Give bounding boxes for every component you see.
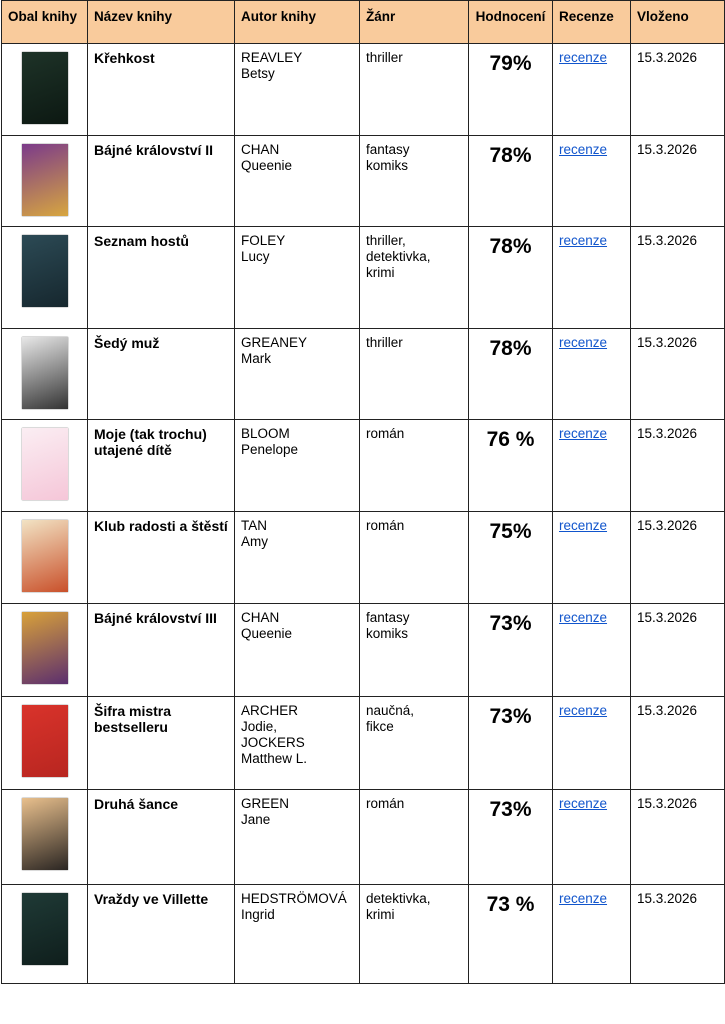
book-cover-image: [22, 705, 68, 777]
table-row: [2, 329, 725, 420]
author-line: FOLEY: [241, 233, 286, 248]
author-line: REAVLEY: [241, 50, 303, 65]
review-link[interactable]: recenze: [559, 703, 608, 718]
author-line: Jane: [241, 812, 271, 827]
author-cell: [235, 44, 360, 136]
rating: 78%: [469, 227, 553, 329]
author-cell: [235, 329, 360, 420]
table-row: [2, 790, 725, 885]
genre-line: detektivka,: [366, 891, 431, 906]
column-header: Žánr: [360, 1, 469, 44]
book-title: Moje (tak trochu) utajené dítě: [88, 420, 235, 512]
date-added: 15.3.2026: [631, 44, 725, 136]
cover-cell: [2, 790, 88, 885]
author-line: Lucy: [241, 249, 270, 264]
genre-line: naučná,: [366, 703, 415, 718]
book-title: Bájné království II: [88, 136, 235, 227]
author-cell: [235, 885, 360, 984]
genre-cell: [360, 136, 469, 227]
genre-cell: [360, 604, 469, 697]
genre-line: román: [366, 426, 405, 441]
date-added: 15.3.2026: [631, 885, 725, 984]
review-link[interactable]: recenze: [559, 233, 608, 248]
rating: 76 %: [469, 420, 553, 512]
review-cell: [553, 790, 631, 885]
cover-cell: [2, 604, 88, 697]
author-line: GREANEY: [241, 335, 308, 350]
genre-cell: [360, 697, 469, 790]
genre-cell: [360, 790, 469, 885]
review-link[interactable]: recenze: [559, 426, 608, 441]
table-row: [2, 136, 725, 227]
review-cell: [553, 697, 631, 790]
genre-line: román: [366, 518, 405, 533]
cover-cell: [2, 136, 88, 227]
column-header: Recenze: [553, 1, 631, 44]
books-table: [1, 0, 725, 984]
book-cover-image: [22, 235, 68, 307]
cover-cell: [2, 885, 88, 984]
rating: 78%: [469, 136, 553, 227]
date-added: 15.3.2026: [631, 136, 725, 227]
column-header: Autor knihy: [235, 1, 360, 44]
rating: 79%: [469, 44, 553, 136]
genre-line: komiks: [366, 158, 409, 173]
book-title: Klub radosti a štěstí: [88, 512, 235, 604]
rating: 75%: [469, 512, 553, 604]
rating: 73%: [469, 697, 553, 790]
date-added: 15.3.2026: [631, 227, 725, 329]
column-header: Hodnocení: [469, 1, 553, 44]
author-cell: [235, 227, 360, 329]
author-cell: [235, 136, 360, 227]
review-cell: [553, 885, 631, 984]
genre-line: fantasy: [366, 142, 410, 157]
genre-line: thriller,: [366, 233, 406, 248]
author-cell: [235, 697, 360, 790]
author-cell: [235, 604, 360, 697]
author-line: Betsy: [241, 66, 275, 81]
genre-line: detektivka,: [366, 249, 431, 264]
cover-cell: [2, 329, 88, 420]
genre-cell: [360, 512, 469, 604]
rating: 73 %: [469, 885, 553, 984]
book-cover-image: [22, 52, 68, 124]
review-cell: [553, 420, 631, 512]
table-row: [2, 604, 725, 697]
genre-line: román: [366, 796, 405, 811]
author-line: CHAN: [241, 142, 280, 157]
author-line: Penelope: [241, 442, 299, 457]
book-title: Bájné království III: [88, 604, 235, 697]
book-cover-image: [22, 612, 68, 684]
table-row: [2, 420, 725, 512]
review-link[interactable]: recenze: [559, 891, 608, 906]
author-line: CHAN: [241, 610, 280, 625]
date-added: 15.3.2026: [631, 329, 725, 420]
genre-line: thriller: [366, 335, 403, 350]
book-title: Šifra mistra bestselleru: [88, 697, 235, 790]
review-link[interactable]: recenze: [559, 142, 608, 157]
table-row: [2, 885, 725, 984]
book-title: Šedý muž: [88, 329, 235, 420]
author-line: BLOOM: [241, 426, 290, 441]
review-link[interactable]: recenze: [559, 50, 608, 65]
book-title: Vraždy ve Villette: [88, 885, 235, 984]
book-cover-image: [22, 520, 68, 592]
column-header: Název knihy: [88, 1, 235, 44]
review-cell: [553, 329, 631, 420]
author-line: TAN: [241, 518, 267, 533]
rating: 78%: [469, 329, 553, 420]
genre-line: thriller: [366, 50, 403, 65]
rating: 73%: [469, 790, 553, 885]
table-row: [2, 512, 725, 604]
genre-line: fantasy: [366, 610, 410, 625]
genre-line: fikce: [366, 719, 394, 734]
author-line: Jodie,: [241, 719, 278, 734]
author-cell: [235, 512, 360, 604]
book-title: Seznam hostů: [88, 227, 235, 329]
review-cell: [553, 44, 631, 136]
book-cover-image: [22, 428, 68, 500]
column-header: Obal knihy: [2, 1, 88, 44]
author-line: Ingrid: [241, 907, 275, 922]
review-cell: [553, 512, 631, 604]
date-added: 15.3.2026: [631, 790, 725, 885]
book-title: Druhá šance: [88, 790, 235, 885]
column-header: Vloženo: [631, 1, 725, 44]
author-line: GREEN: [241, 796, 290, 811]
book-title: Křehkost: [88, 44, 235, 136]
cover-cell: [2, 512, 88, 604]
table-row: [2, 227, 725, 329]
book-cover-image: [22, 144, 68, 216]
genre-line: krimi: [366, 265, 395, 280]
rating: 73%: [469, 604, 553, 697]
genre-cell: [360, 329, 469, 420]
review-link[interactable]: recenze: [559, 335, 608, 350]
book-cover-image: [22, 337, 68, 409]
author-line: Amy: [241, 534, 268, 549]
genre-line: krimi: [366, 907, 395, 922]
author-cell: [235, 790, 360, 885]
genre-cell: [360, 885, 469, 984]
author-line: Queenie: [241, 158, 293, 173]
genre-cell: [360, 420, 469, 512]
date-added: 15.3.2026: [631, 604, 725, 697]
author-line: HEDSTRÖMOVÁ: [241, 891, 347, 906]
review-cell: [553, 227, 631, 329]
author-line: Mark: [241, 351, 271, 366]
date-added: 15.3.2026: [631, 697, 725, 790]
date-added: 15.3.2026: [631, 512, 725, 604]
cover-cell: [2, 420, 88, 512]
cover-cell: [2, 227, 88, 329]
review-cell: [553, 136, 631, 227]
genre-cell: [360, 44, 469, 136]
review-cell: [553, 604, 631, 697]
author-line: JOCKERS: [241, 735, 305, 750]
book-cover-image: [22, 798, 68, 870]
review-link[interactable]: recenze: [559, 610, 608, 625]
date-added: 15.3.2026: [631, 420, 725, 512]
genre-cell: [360, 227, 469, 329]
author-cell: [235, 420, 360, 512]
review-link[interactable]: recenze: [559, 518, 608, 533]
author-line: ARCHER: [241, 703, 299, 718]
genre-line: komiks: [366, 626, 409, 641]
header-row: [2, 1, 725, 44]
cover-cell: [2, 697, 88, 790]
table-row: [2, 44, 725, 136]
cover-cell: [2, 44, 88, 136]
review-link[interactable]: recenze: [559, 796, 608, 811]
author-line: Matthew L.: [241, 751, 308, 766]
book-cover-image: [22, 893, 68, 965]
author-line: Queenie: [241, 626, 293, 641]
table-row: [2, 697, 725, 790]
